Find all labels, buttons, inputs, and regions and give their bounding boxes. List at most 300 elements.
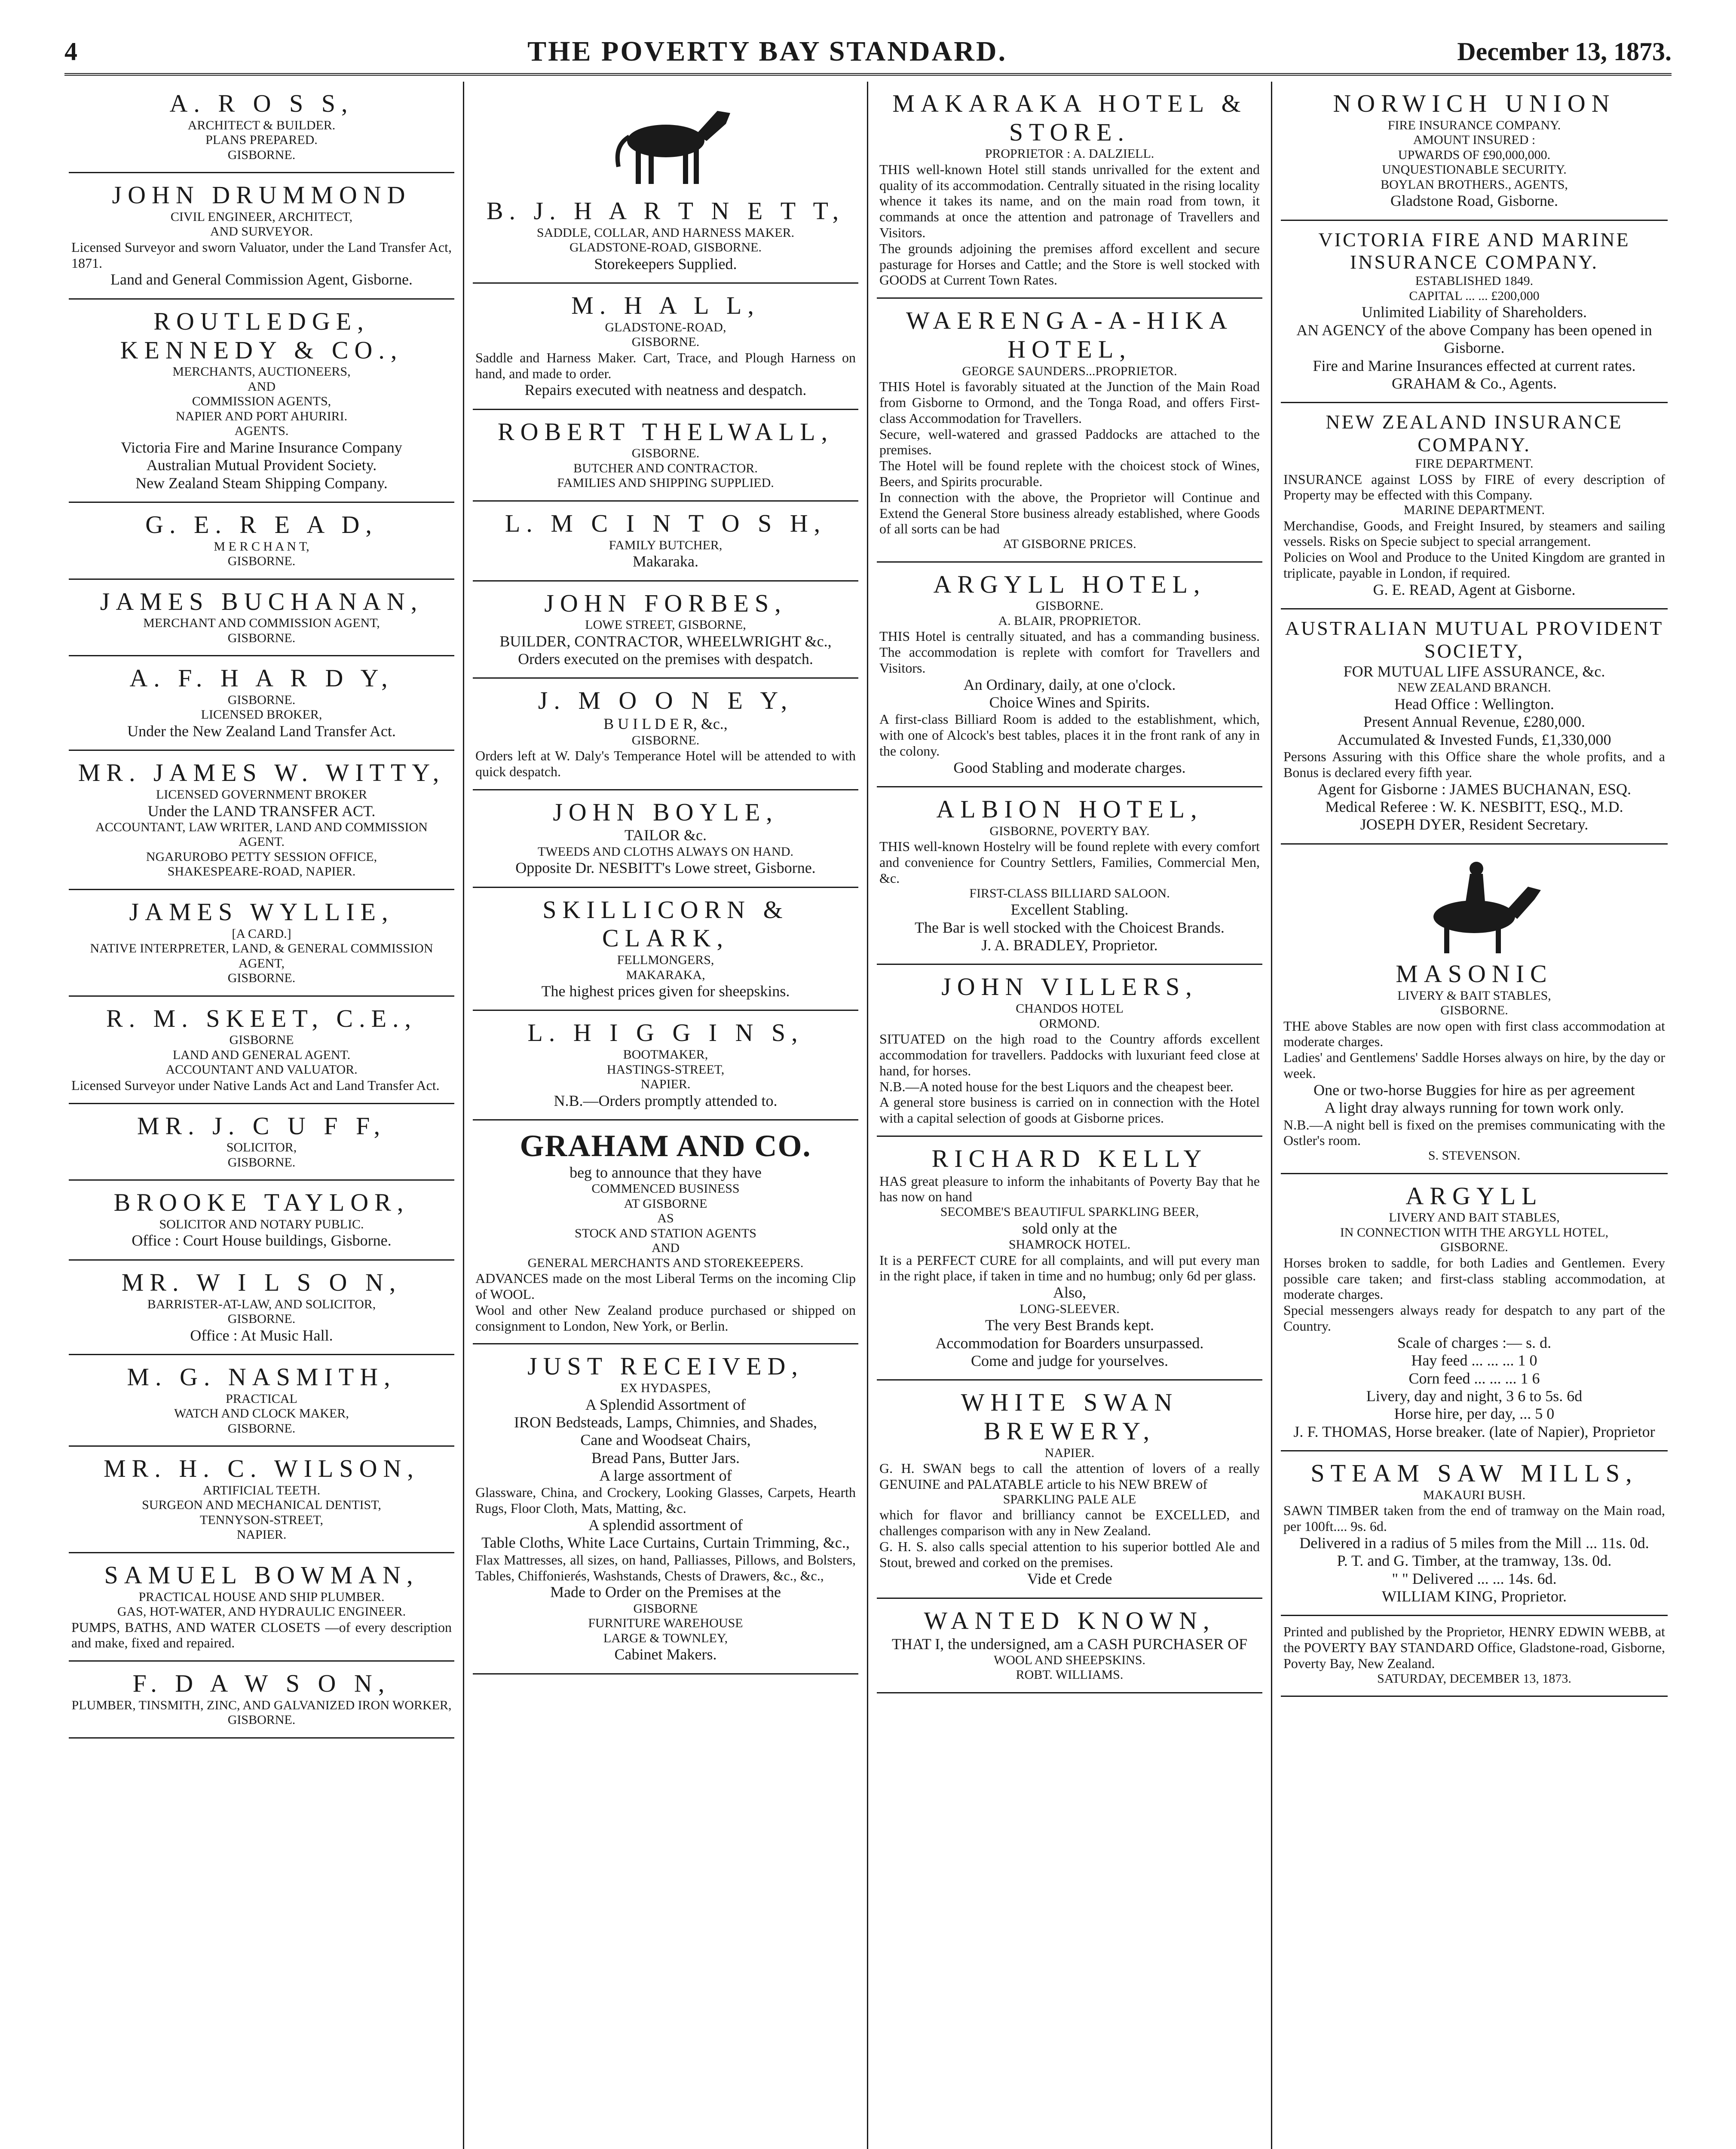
ad-line: AGENTS.	[234, 424, 289, 438]
ad-line: AND SURVEYOR.	[210, 224, 313, 239]
ad-line: NGARUROBO PETTY SESSION OFFICE,	[146, 849, 377, 864]
ad-line: Cabinet Makers.	[614, 1646, 717, 1663]
ad-line: PROPRIETOR : A. DALZIELL.	[985, 147, 1154, 161]
ad-heading: JOHN FORBES,	[544, 589, 787, 617]
ad-line: Secure, well-watered and grassed Paddocks are attached to the premises.	[879, 426, 1260, 458]
ad-line: THIS Hotel is centrally situated, and has a commanding business. The accommodation is replete with comfort for Travellers and Visitors.	[879, 628, 1260, 676]
ad-line: UNQUESTIONABLE SECURITY.	[1382, 162, 1567, 177]
ad-albion-hotel	[877, 787, 1262, 965]
ad-line: FIRST-CLASS BILLIARD SALOON.	[969, 886, 1170, 900]
ad-line: EX HYDASPES,	[620, 1381, 711, 1396]
ad-line: Present Annual Revenue, £280,000.	[1363, 713, 1585, 731]
ad-line: Medical Referee : W. K. NESBITT, ESQ., M.D.	[1325, 798, 1623, 816]
ad-heading: STEAM SAW MILLS,	[1310, 1459, 1638, 1488]
ad-line: Choice Wines and Spirits.	[989, 694, 1150, 711]
ad-waerenga-a-hika-hotel	[877, 299, 1262, 562]
ad-line: Makaraka.	[633, 553, 698, 570]
ad-heading: WANTED KNOWN,	[924, 1606, 1216, 1635]
ad-line: SADDLE, COLLAR, AND HARNESS MAKER.	[536, 225, 795, 240]
column-1	[60, 82, 464, 2149]
ad-line: SHAMROCK HOTEL.	[1008, 1237, 1131, 1252]
ad-john-drummond	[69, 173, 454, 300]
ad-line: A light dray always running for town work only.	[1324, 1099, 1624, 1117]
ad-m-g-nasmith	[69, 1355, 454, 1447]
ad-heading: J. M O O N E Y,	[538, 686, 793, 715]
ad-mr-james-w-witty	[69, 751, 454, 890]
ad-line: BOOTMAKER,	[623, 1047, 708, 1062]
ad-line: PLANS PREPARED.	[205, 133, 318, 147]
ad-line: GISBORNE.	[631, 733, 700, 747]
ad-line: Glassware, China, and Crockery, Looking Glasses, Carpets, Hearth Rugs, Floor Cloth, Mats, Matting, &c.	[475, 1485, 856, 1516]
ad-line: AND	[652, 1241, 680, 1255]
ad-line: AT GISBORNE PRICES.	[1003, 537, 1136, 551]
ad-heading: MASONIC	[1396, 959, 1553, 988]
ad-line: GENERAL MERCHANTS AND STOREKEEPERS.	[527, 1255, 804, 1270]
ad-new-zealand-insurance-company	[1281, 403, 1668, 609]
ad-line: GISBORNE.	[227, 554, 296, 569]
ad-heading: M. G. NASMITH,	[127, 1362, 396, 1391]
ad-line: The Hotel will be found replete with the choicest stock of Wines, Beers, and Spirits procurable.	[879, 458, 1260, 489]
ad-line: G. E. READ, Agent at Gisborne.	[1373, 581, 1576, 598]
ad-line: Cane and Woodseat Chairs,	[580, 1431, 751, 1449]
ad-line: Unlimited Liability of Shareholders.	[1362, 303, 1587, 321]
ad-mr-h-c-wilson	[69, 1447, 454, 1553]
ad-line: Good Stabling and moderate charges.	[953, 759, 1186, 776]
ad-line: GLADSTONE-ROAD, GISBORNE.	[569, 240, 762, 255]
ad-mr-w-i-l-s-o-n	[69, 1261, 454, 1355]
ad-line: THAT I, the undersigned, am a CASH PURCHASER OF	[891, 1635, 1248, 1653]
ad-l-h-i-g-g-i-n-s	[473, 1011, 858, 1120]
ad-line: Table Cloths, White Lace Curtains, Curtain Trimming, &c.,	[481, 1534, 850, 1552]
ad-line: sold only at the	[1022, 1219, 1117, 1237]
ad-line: GISBORNE.	[227, 1713, 296, 1727]
ad-line: SITUATED on the high road to the Country affords excellent accommodation for travellers. Paddocks with luxuriant feed close at hand, for horses.	[879, 1031, 1260, 1078]
ad-heading: ARGYLL HOTEL,	[933, 570, 1206, 598]
ad-heading: JOHN VILLERS,	[941, 973, 1198, 1001]
ad-line: It is a PERFECT CURE for all complaints, and will put every man in the right place, if taken in time and no humbug; only 6d per glass.	[879, 1252, 1260, 1284]
ad-line: GEORGE SAUNDERS...PROPRIETOR.	[962, 364, 1177, 378]
ad-line: GISBORNE.	[1035, 599, 1104, 613]
ad-line: LICENSED BROKER,	[201, 707, 322, 722]
ad-line: MAKARAKA,	[626, 967, 705, 982]
ad-james-buchanan	[69, 580, 454, 657]
ad-line: WOOL AND SHEEPSKINS.	[993, 1653, 1146, 1667]
ad-line: IN CONNECTION WITH THE ARGYLL HOTEL,	[1340, 1225, 1609, 1240]
ad-graham-and-co	[473, 1120, 858, 1344]
ad-line: A. BLAIR, PROPRIETOR.	[998, 613, 1141, 628]
ad-samuel-bowman	[69, 1553, 454, 1662]
ad-line: NEW ZEALAND BRANCH.	[1397, 680, 1551, 695]
ad-line: LONG-SLEEVER.	[1020, 1301, 1120, 1316]
ad-line: INSURANCE against LOSS by FIRE of every description of Property may be effected with this Company.	[1283, 471, 1665, 503]
ad-line: TAILOR &c.	[624, 827, 707, 844]
ad-line: NAPIER.	[640, 1077, 691, 1092]
ad-line: A Splendid Assortment of	[585, 1396, 746, 1413]
ad-printed-and-published-by-the-proprietor-	[1281, 1616, 1668, 1697]
ad-b-j-h-a-r-t-n-e-t-t	[473, 82, 858, 284]
ad-line: GISBORNE.	[227, 147, 296, 162]
ad-heading: JOHN DRUMMOND	[112, 181, 411, 209]
ad-line: ARCHITECT & BUILDER.	[187, 118, 336, 132]
ad-heading: NORWICH UNION	[1333, 89, 1616, 117]
ad-line: BUILDER, CONTRACTOR, WHEELWRIGHT &c.,	[499, 632, 832, 650]
ad-line: BOYLAN BROTHERS., AGENTS,	[1381, 177, 1568, 192]
column-3	[868, 82, 1272, 2149]
ad-line: beg to announce that they have	[569, 1163, 762, 1181]
ad-line: One or two-horse Buggies for hire as per agreement	[1313, 1081, 1635, 1099]
ad-heading: ALBION HOTEL,	[936, 795, 1203, 823]
ad-mr-j-c-u-f-f	[69, 1104, 454, 1181]
ad-line: COMMISSION AGENTS,	[192, 394, 331, 409]
ad-line: MERCHANTS, AUCTIONEERS,	[172, 364, 351, 379]
ad-steam-saw-mills	[1281, 1451, 1668, 1616]
ad-line: Saddle and Harness Maker. Cart, Trace, and Plough Harness on hand, and made to order.	[475, 349, 856, 381]
ad-line: IRON Bedsteads, Lamps, Chimnies, and Shades,	[514, 1413, 817, 1431]
ad-a-r-o-s-s	[69, 82, 454, 173]
ad-line: FIRE DEPARTMENT.	[1415, 456, 1534, 471]
ad-line: HASTINGS-STREET,	[606, 1062, 725, 1077]
ad-line: FAMILIES AND SHIPPING SUPPLIED.	[557, 476, 774, 490]
ad-line: AMOUNT INSURED :	[1413, 133, 1536, 147]
ad-line: ORMOND.	[1039, 1016, 1100, 1031]
ad-line: PRACTICAL HOUSE AND SHIP PLUMBER.	[138, 1589, 385, 1604]
ad-line: WATCH AND CLOCK MAKER,	[174, 1406, 349, 1421]
ad-line: Agent for Gisborne : JAMES BUCHANAN, ESQ.	[1317, 780, 1631, 798]
ad-line: LIVERY & BAIT STABLES,	[1397, 988, 1551, 1003]
ad-heading: NEW ZEALAND INSURANCE COMPANY.	[1326, 411, 1623, 456]
ad-norwich-union	[1281, 82, 1668, 221]
ad-line: Policies on Wool and Produce to the United Kingdom are granted in triplicate, payable in London, if required.	[1283, 549, 1665, 581]
ad-line: AN AGENCY of the above Company has been opened in Gisborne.	[1296, 321, 1652, 357]
ad-line: AS	[657, 1211, 674, 1226]
ad-just-received	[473, 1344, 858, 1674]
ad-line: PRACTICAL	[226, 1391, 297, 1406]
ad-line: MARINE DEPARTMENT.	[1403, 503, 1545, 517]
ad-line: GISBORNE.	[227, 631, 296, 645]
ad-line: GISBORNE.	[227, 1421, 296, 1436]
ad-line: FELLMONGERS,	[617, 953, 714, 967]
ad-line: Under the New Zealand Land Transfer Act.	[127, 722, 396, 740]
ad-heading: MR. W I L S O N,	[121, 1268, 402, 1296]
ad-line: LOWE STREET, GISBORNE,	[585, 618, 746, 632]
horse-illustration	[588, 94, 743, 193]
ad-line: JOSEPH DYER, Resident Secretary.	[1360, 816, 1589, 833]
ad-line: Head Office : Wellington.	[1394, 695, 1554, 713]
ad-line: BUTCHER AND CONTRACTOR.	[573, 461, 758, 475]
ad-line: Special messengers always ready for despatch to any part of the Country.	[1283, 1302, 1665, 1334]
ad-brooke-taylor	[69, 1181, 454, 1261]
ad-line: Flax Mattresses, all sizes, on hand, Palliasses, Pillows, and Bolsters, Tables, Chiffonierés, Washstands, Chests of Drawers, &c., &c.,	[475, 1552, 856, 1583]
ad-heading: G. E. R E A D,	[145, 510, 378, 539]
ad-masonic	[1281, 845, 1668, 1174]
ad-line: Storekeepers Supplied.	[594, 255, 737, 272]
ad-heading: GRAHAM AND CO.	[520, 1128, 811, 1163]
ad-heading: M. H A L L,	[571, 291, 760, 320]
ad-heading: VICTORIA FIRE AND MARINE INSURANCE COMPANY.	[1318, 228, 1630, 273]
ad-james-wyllie	[69, 890, 454, 997]
ad-line: Horses broken to saddle, for both Ladies and Gentlemen. Every possible care taken; and first-class stabling accommodation, at moderate charges.	[1283, 1255, 1665, 1302]
ad-heading: R. M. SKEET, C.E.,	[106, 1004, 417, 1032]
ad-line: STOCK AND STATION AGENTS	[575, 1226, 756, 1240]
ad-line: New Zealand Steam Shipping Company.	[135, 474, 388, 492]
ad-line: GLADSTONE-ROAD,	[605, 320, 726, 334]
ad-line: SPARKLING PALE ALE	[1003, 1492, 1136, 1506]
ad-heading: WHITE SWAN BREWERY,	[961, 1388, 1179, 1445]
ad-line: THIS Hotel is favorably situated at the Junction of the Main Road from Gisborne to Ormond, and the Tonga Road, and offers First-class Accommodation for Travellers.	[879, 379, 1260, 426]
ad-a-f-h-a-r-d-y	[69, 656, 454, 751]
ad-line: FURNITURE WAREHOUSE	[588, 1616, 743, 1631]
ad-heading: SKILLICORN & CLARK,	[542, 895, 789, 952]
ad-line: In connection with the above, the Proprietor will Continue and Extend the General Store business already established, where Goods of all sorts can be had	[879, 489, 1260, 537]
ad-line: GISBORNE.	[631, 446, 700, 461]
ad-line: THIS well-known Hotel still stands unrivalled for the extent and quality of its accommodation. Centrally situated in the rising locality whence it takes its name, and on the main road from town, it commands at once the attention and patronage of Travellers and Visitors.	[879, 161, 1260, 241]
ad-line: GISBORNE	[229, 1033, 294, 1047]
ad-line: Orders left at W. Daly's Temperance Hotel will be attended to with quick despatch.	[475, 748, 856, 779]
ad-argyll-hotel	[877, 563, 1262, 788]
ad-line: Scale of charges :— s. d.	[1397, 1334, 1552, 1351]
ad-line: ARTIFICIAL TEETH.	[202, 1483, 321, 1497]
ad-line: GISBORNE.	[1440, 1240, 1508, 1255]
ad-line: Under the LAND TRANSFER ACT.	[147, 802, 376, 820]
ad-line: Licensed Surveyor and sworn Valuator, under the Land Transfer Act, 1871.	[71, 239, 452, 271]
issue-date: December 13, 1873.	[1457, 37, 1672, 66]
ad-line: J. A. BRADLEY, Proprietor.	[981, 937, 1158, 954]
ad-line: FIRE INSURANCE COMPANY.	[1387, 118, 1561, 132]
ad-line: " " Delivered ... ... 14s. 6d.	[1392, 1570, 1557, 1587]
advertisement-columns	[60, 82, 1676, 2149]
ad-line: G. H. SWAN begs to call the attention of lovers of a really GENUINE and PALATABLE article to his NEW BREW of	[879, 1460, 1260, 1492]
ad-line: Livery, day and night, 3 6 to 5s. 6d	[1366, 1387, 1583, 1405]
ad-line: SURGEON AND MECHANICAL DENTIST,	[142, 1498, 381, 1512]
ad-line: SAWN TIMBER taken from the end of tramway on the Main road, per 100ft.... 9s. 6d.	[1283, 1503, 1665, 1534]
ad-line: GISBORNE.	[631, 335, 700, 349]
ad-makaraka-hotel-store	[877, 82, 1262, 299]
ad-line: SOLICITOR,	[226, 1140, 297, 1155]
ad-line: M E R C H A N T,	[214, 539, 309, 554]
ad-line: Delivered in a radius of 5 miles from the Mill ... 11s. 0d.	[1299, 1534, 1649, 1552]
ad-line: AT GISBORNE	[624, 1196, 707, 1211]
ad-line: The highest prices given for sheepskins.	[541, 983, 790, 1000]
ad-line: FOR MUTUAL LIFE ASSURANCE, &c.	[1343, 663, 1605, 680]
ad-line: A splendid assortment of	[588, 1516, 743, 1534]
ad-line: Also,	[1053, 1284, 1086, 1301]
masthead	[64, 30, 1672, 76]
ad-line: ADVANCES made on the most Liberal Terms on the incoming Clip of WOOL.	[475, 1270, 856, 1302]
ad-line: MERCHANT AND COMMISSION AGENT,	[143, 616, 380, 631]
ad-line: GISBORNE.	[227, 1155, 296, 1169]
ad-line: GISBORNE.	[227, 971, 296, 986]
ad-line: S. STEVENSON.	[1428, 1148, 1521, 1163]
ad-line: MAKAURI BUSH.	[1423, 1488, 1526, 1502]
ad-line: Vide et Crede	[1027, 1570, 1112, 1588]
ad-line: HAS great pleasure to inform the inhabitants of Poverty Bay that he has now on hand	[879, 1173, 1260, 1205]
column-2	[464, 82, 868, 2149]
ad-line: A first-class Billiard Room is added to the establishment, which, with one of Alcock's best tables, places it in the front rank of any in the colony.	[879, 711, 1260, 759]
ad-line: ACCOUNTANT AND VALUATOR.	[165, 1062, 358, 1077]
ad-line: Opposite Dr. NESBITT's Lowe street, Gisborne.	[515, 859, 816, 877]
ad-heading: BROOKE TAYLOR,	[113, 1188, 410, 1217]
ad-line: Australian Mutual Provident Society.	[146, 456, 377, 474]
newspaper-title: THE POVERTY BAY STANDARD.	[527, 36, 1007, 67]
ad-line: Persons Assuring with this Office share the whole profits, and a Bonus is declared every fifth year.	[1283, 749, 1665, 780]
page-number: 4	[64, 37, 77, 66]
ad-line: COMMENCED BUSINESS	[591, 1182, 740, 1196]
ad-line: which for flavor and brilliancy cannot be EXCELLED, and challenges comparison with any in New Zealand.	[879, 1507, 1260, 1539]
ad-line: B U I L D E R, &c.,	[603, 715, 728, 733]
ad-line: The Bar is well stocked with the Choicest Brands.	[915, 918, 1225, 936]
ad-line: Made to Order on the Premises at the	[550, 1583, 781, 1601]
ad-line: UPWARDS OF £90,000,000.	[1398, 147, 1551, 162]
ad-argyll	[1281, 1174, 1668, 1452]
ad-line: The grounds adjoining the premises afford excellent and secure pasturage for Horses and Cattle; and the Store is well stocked with GOODS at Current Town Rates.	[879, 240, 1260, 288]
ad-heading: F. D A W S O N,	[132, 1669, 391, 1698]
ad-heading: JAMES WYLLIE,	[129, 897, 394, 926]
ad-line: SHAKESPEARE-ROAD, NAPIER.	[167, 864, 356, 879]
ad-line: G. H. S. also calls special attention to his superior bottled Ale and Stout, brewed and corked on the premises.	[879, 1538, 1260, 1570]
ad-line: GISBORNE, POVERTY BAY.	[989, 823, 1150, 838]
ad-line: J. F. THOMAS, Horse breaker. (late of Napier), Proprietor	[1293, 1423, 1655, 1440]
ad-m-h-a-l-l	[473, 284, 858, 410]
ad-line: Ladies' and Gentlemens' Saddle Horses always on hire, by the day or week.	[1283, 1050, 1665, 1081]
ad-routledge-kennedy-co	[69, 300, 454, 503]
ad-line: Come and judge for yourselves.	[971, 1352, 1168, 1369]
ad-heading: L. M C I N T O S H,	[505, 509, 827, 537]
ad-line: CHANDOS HOTEL	[1016, 1001, 1124, 1016]
ad-line: P. T. and G. Timber, at the tramway, 13s. 0d.	[1337, 1552, 1612, 1570]
ad-line: GRAHAM & Co., Agents.	[1391, 374, 1557, 392]
ad-line: N.B.—A night bell is fixed on the premises communicating with the Ostler's room.	[1283, 1117, 1665, 1148]
ad-line: Bread Pans, Butter Jars.	[591, 1449, 740, 1466]
ad-heading: MR. J. C U F F,	[137, 1111, 386, 1140]
ad-line: NAPIER.	[1044, 1445, 1095, 1460]
ad-richard-kelly	[877, 1137, 1262, 1381]
ad-john-villers	[877, 965, 1262, 1136]
ad-john-forbes	[473, 582, 858, 679]
ad-victoria-fire-and-marine-insurance-compa	[1281, 221, 1668, 404]
ad-line: N.B.—Orders promptly attended to.	[554, 1092, 778, 1109]
ad-g-e-r-e-a-d	[69, 503, 454, 580]
ad-line: SATURDAY, DECEMBER 13, 1873.	[1377, 1671, 1571, 1686]
ad-heading: B. J. H A R T N E T T,	[486, 197, 845, 225]
ad-line: CIVIL ENGINEER, ARCHITECT,	[170, 209, 353, 224]
ad-line: [A CARD.]	[232, 926, 291, 941]
ad-line: Office : At Music Hall.	[190, 1326, 333, 1344]
ad-r-m-skeet-c-e	[69, 997, 454, 1104]
ad-line: CAPITAL ... ... £200,000	[1409, 288, 1540, 303]
ad-line: LAND AND GENERAL AGENT.	[172, 1047, 351, 1062]
ad-heading: JAMES BUCHANAN,	[100, 587, 423, 615]
ad-line: AND	[248, 379, 276, 394]
ad-line: GAS, HOT-WATER, AND HYDRAULIC ENGINEER.	[117, 1604, 406, 1619]
ad-line: Horse hire, per day, ... 5 0	[1394, 1405, 1555, 1423]
ad-j-m-o-o-n-e-y	[473, 679, 858, 790]
ad-l-m-c-i-n-t-o-s-h	[473, 502, 858, 582]
ad-line: The very Best Brands kept.	[985, 1316, 1154, 1334]
ad-heading: ROBERT THELWALL,	[497, 417, 834, 446]
ad-line: Accumulated & Invested Funds, £1,330,000	[1337, 731, 1611, 748]
ad-line: THE above Stables are now open with first class accommodation at moderate charges.	[1283, 1018, 1665, 1050]
ad-line: Accommodation for Boarders unsurpassed.	[935, 1334, 1204, 1352]
ad-heading: L. H I G G I N S,	[527, 1019, 804, 1047]
ad-line: Corn feed ... ... ... 1 6	[1408, 1369, 1540, 1387]
ad-line: FAMILY BUTCHER,	[609, 538, 723, 552]
ad-line: LARGE & TOWNLEY,	[603, 1631, 728, 1645]
ad-line: ACCOUNTANT, LAW WRITER, LAND AND COMMISSION AGENT.	[95, 820, 428, 849]
ad-line: Printed and published by the Proprietor, HENRY EDWIN WEBB, at the POVERTY BAY STANDARD Office, Gladstone-road, Gisborne, Poverty Bay, New Zealand.	[1283, 1624, 1665, 1671]
ad-line: PUMPS, BATHS, AND WATER CLOSETS —of every description and make, fixed and repaired.	[71, 1619, 452, 1651]
ad-line: Excellent Stabling.	[1010, 901, 1129, 918]
ad-line: Gladstone Road, Gisborne.	[1390, 192, 1558, 210]
ad-line: TWEEDS AND CLOTHS ALWAYS ON HAND.	[537, 844, 793, 859]
ad-line: Wool and other New Zealand produce purchased or shipped on consignment to London, New York, or Berlin.	[475, 1302, 856, 1334]
ad-line: Office : Court House buildings, Gisborne.	[132, 1232, 392, 1249]
ad-line: Merchandise, Goods, and Freight Insured, by steamers and sailing vessels. Risks on Specie subject to special arrangement.	[1283, 517, 1665, 549]
ad-line: ESTABLISHED 1849.	[1415, 274, 1534, 288]
ad-line: A large assortment of	[599, 1467, 732, 1485]
ad-line: PLUMBER, TINSMITH, ZINC, AND GALVANIZED IRON WORKER,	[71, 1698, 452, 1712]
ad-line: LIVERY AND BAIT STABLES,	[1389, 1210, 1560, 1225]
ad-line: GISBORNE	[633, 1601, 698, 1616]
ad-skillicorn-clark	[473, 888, 858, 1011]
ad-heading: AUSTRALIAN MUTUAL PROVIDENT SOCIETY,	[1285, 617, 1664, 662]
ad-heading: JUST RECEIVED,	[527, 1352, 804, 1381]
ad-heading: ROUTLEDGE, KENNEDY & CO.,	[120, 307, 403, 364]
ad-line: Land and General Commission Agent, Gisborne.	[110, 271, 413, 288]
ad-heading: WAERENGA-A-HIKA HOTEL,	[906, 306, 1233, 363]
ad-white-swan-brewery	[877, 1381, 1262, 1599]
ad-line: TENNYSON-STREET,	[200, 1512, 323, 1527]
ad-line: NAPIER.	[236, 1528, 287, 1542]
ad-f-d-a-w-s-o-n	[69, 1662, 454, 1739]
ad-line: THIS well-known Hostelry will be found replete with every comfort and convenience for Country Settlers, Families, Commercial Men, &c.	[879, 839, 1260, 886]
ad-australian-mutual-provident-society	[1281, 609, 1668, 845]
ad-line: N.B.—A noted house for the best Liquors and the cheapest beer.	[879, 1078, 1234, 1094]
ad-robert-thelwall	[473, 410, 858, 502]
ad-heading: A. R O S S,	[169, 89, 354, 117]
ad-heading: SAMUEL BOWMAN,	[104, 1561, 419, 1589]
ad-line: Fire and Marine Insurances effected at current rates.	[1313, 357, 1636, 374]
ad-line: Victoria Fire and Marine Insurance Company	[121, 438, 402, 456]
horse-rider-illustration	[1397, 857, 1552, 955]
column-4	[1272, 82, 1676, 2149]
ad-line: NATIVE INTERPRETER, LAND, & GENERAL COMMISSION AGENT,	[90, 941, 433, 970]
ad-heading: RICHARD KELLY	[931, 1144, 1208, 1172]
ad-line: SOLICITOR AND NOTARY PUBLIC.	[159, 1217, 364, 1231]
ad-line: NAPIER AND PORT AHURIRI.	[175, 409, 348, 423]
ad-line: Repairs executed with neatness and despatch.	[524, 381, 807, 399]
ad-heading: MR. JAMES W. WITTY,	[78, 759, 445, 787]
ad-line: Licensed Surveyor under Native Lands Act and Land Transfer Act.	[71, 1077, 440, 1093]
ad-line: GISBORNE.	[1440, 1003, 1508, 1018]
ad-line: LICENSED GOVERNMENT BROKER	[156, 787, 367, 802]
ad-line: Hay feed ... ... ... 1 0	[1411, 1352, 1537, 1369]
ad-heading: JOHN BOYLE,	[553, 798, 778, 826]
ad-line: Orders executed on the premises with despatch.	[518, 650, 813, 668]
ad-john-boyle	[473, 790, 858, 888]
ad-line: BARRISTER-AT-LAW, AND SOLICITOR,	[147, 1297, 376, 1311]
ad-line: A general store business is carried on in connection with the Hotel with a capital selection of goods at Gisborne prices.	[879, 1094, 1260, 1126]
ad-line: An Ordinary, daily, at one o'clock.	[963, 676, 1176, 693]
ad-line: GISBORNE.	[227, 1312, 296, 1326]
ad-heading: MAKARAKA HOTEL & STORE.	[892, 89, 1247, 146]
ad-wanted-known	[877, 1599, 1262, 1693]
ad-heading: MR. H. C. WILSON,	[104, 1454, 419, 1483]
ad-line: SECOMBE'S BEAUTIFUL SPARKLING BEER,	[940, 1205, 1199, 1219]
ad-heading: A. F. H A R D Y,	[129, 664, 394, 692]
ad-heading: ARGYLL	[1405, 1182, 1543, 1210]
ad-line: WILLIAM KING, Proprietor.	[1382, 1588, 1567, 1605]
ad-line: ROBT. WILLIAMS.	[1016, 1668, 1124, 1682]
